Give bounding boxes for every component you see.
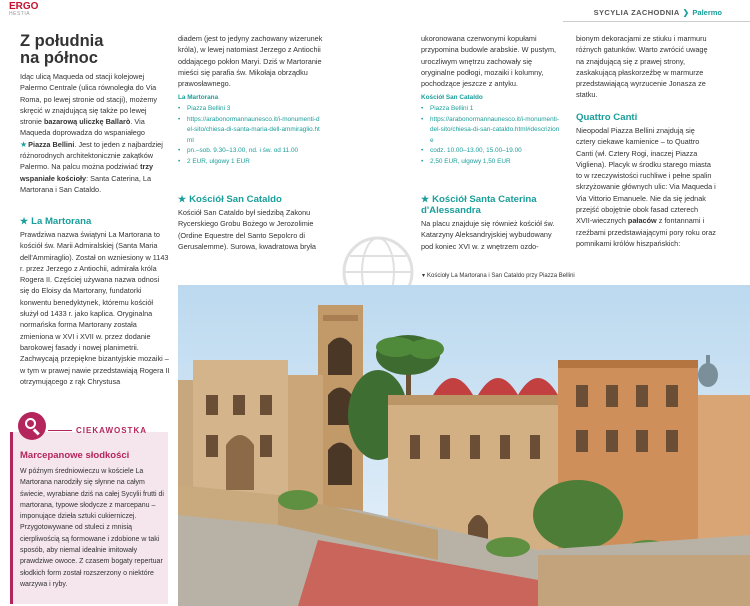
magnifier-icon [18,412,46,440]
clock-icon: • [421,147,424,155]
info-address: Piazza Bellini 3 [187,105,231,113]
info-title: Kościół San Cataldo [421,94,483,102]
globe-icon: • [421,115,424,123]
running-head-subsection: Palermo [692,8,722,17]
running-head-section: SYCYLIA ZACHODNIA [593,8,680,17]
cataldo-heading [178,194,323,205]
curiosity-title: Marcepanowe słodkości [20,450,130,461]
intro-bold-piazza: Piazza Bellini [28,139,75,149]
quattro-text: z fontannami i rzeźbami przedstawiającymi pory roku oraz pomnikami królów hiszpańskich: [576,216,716,248]
caterina-heading [421,194,561,216]
logo-text-top: ERGO [9,1,39,12]
cataldo-continued: ukoronowana czerwonymi kopułami przypomina budowle arabskie. W pustym, uroczliwym wnętrzu zachowały się oryginalne podłogi, mozaiki i kolumny, pochodzące jeszcze z antyku. [421,34,557,89]
quattro-canti-section [576,112,716,249]
publisher-logo [9,2,38,17]
column-2 [178,33,323,168]
quattro-text: Nieopodal Piazza Bellini znajdują się cztery ciekawe kamienice – to Quattro Canti (wł. Cztery Rogi, inaczej Piazza Vigliena). Placyk w środku starego miasta to w rzeczywistości ruchliwe i pełne spalin skrzyżowanie głównych ulic: Via Maqueda i Via Vittorio Emanuele. Nie da się jednak przejść obojętnie obok fasad czterech XVII-wiecznych [576,126,716,226]
martorana-paragraph: Prawdziwa nazwa świątyni La Martorana to kościół św. Marii Admiralskiej (Santa Maria dell'Ammiraglio). Został on wzniesiony w 1143 r. przez Jerzego z Antiochii, admirała króla Rogera II. Częściej używana nazwa odnosi się do Eloisy da Martorany, fundatorki konwentu benedyktynek, któremu kościół służył od 1433 r. jako kaplica. Oryginalna normańska forma Martorany została zmieniona w XVI i XVII w. przez dodanie barokowej fasady i nowej planimetrii. Zachwycają przepiękne bizantyjskie mozaiki – w tym w prawej nawie przedstawiają Rogera II otrzymującego z rąk Chrystusa [20,230,170,386]
intro-text: Idąc ulicą Maqueda od stacji kolejowej Palermo Centrale (ulica równoległa do Via Roma, po lewej stronie od stacji), możemy skręcić w znajdującą się także po lewej stronie [20,72,158,127]
location-pin-icon: • [421,105,424,113]
globe-icon: • [178,115,181,123]
ticket-icon: • [421,158,424,166]
martorana-info [178,93,323,167]
location-pin-icon: • [178,105,181,113]
star-icon: ★ [178,194,187,204]
caterina-continued: bionym dekoracjami ze stiuku i marmuru różnych gatunków. Warto zwrócić uwagę na znajdującą się z prawej strony, zaskakującą płaskorzeźbę w marmurze przedstawiającą wyrzucenie Jonasza ze statku. [576,34,708,100]
curiosity-text-block [20,466,165,590]
cataldo-paragraph: Kościół San Cataldo był siedzibą Zakonu Rycerskiego Grobu Bożego w Jerozolimie (Ordine Equestre del Santo Sepolcro di Gerusalemme). Surowa, kwadratowa bryła [178,208,316,251]
running-head [594,8,722,17]
caption-text: Kościoły La Martorana i San Cataldo przy Piazza Bellini [427,273,575,279]
info-url-link[interactable]: https://arabonormannaunesco.it/i-monumenti-del-sito/chiesa-di-santa-maria-dell-ammiraglio.html [187,115,320,144]
piazza-bellini-photo [178,285,750,606]
info-address: Piazza Bellini 1 [430,105,474,113]
star-icon: ★ [20,216,29,226]
divider [48,430,72,431]
cataldo-heading-text: Kościół San Cataldo [189,194,282,205]
martorana-continued: diadem (jest to jedyny zachowany wizerunek króla), w lewej natomiast Jerzego z Antiochii oddającego pokłon Maryi. Dziś w Martoranie mieści się parafia św. Mikołaja obrządku prawosławnego. [178,34,323,89]
page-title [20,33,170,67]
caterina-section [421,194,561,252]
info-price: 2,50 EUR, ulgowy 1,50 EUR [430,158,511,166]
martorana-heading [20,216,170,227]
photo-caption [422,272,575,279]
info-url-link[interactable]: https://arabonormannaunesco.it/i-monumenti-del-sito/chiesa-di-san-cataldo.html#descrizione [430,115,560,144]
curiosity-header [18,410,168,442]
header-rule [563,21,750,22]
photo-illustration [178,285,750,606]
curiosity-text: W późnym średniowieczu w kościele La Martorana narodziły się słynne na całym świecie, wyrabiane dziś na całej Sycylii frutti di martorana, typowe słodycze z marcepanu – imponujące dzieła sztuki cukierniczej. Przygotowywane od stuleci z mnisią cierpliwością są formowane i zdobione w taki sposób, aby niemal idealnie imitowały prawdziwe owoce. Z czasem bogaty repertuar słodkich form został rozszerzony o niektóre warzywa i ryby. [20,468,164,588]
martorana-heading-text: La Martorana [31,216,92,227]
curiosity-label: CIEKAWOSTKA [76,426,147,435]
page-title-line-2: na północ [20,49,98,67]
info-title: La Martorana [178,94,219,102]
column-4 [576,33,716,101]
star-icon: ★ [421,194,430,204]
logo-text-bottom: HESTIA [9,11,31,17]
martorana-section [20,216,170,387]
caterina-heading-text: Kościół Santa Caterina d'Alessandra [421,194,537,216]
column-3 [421,33,561,168]
info-hours: codz. 10.00–13.00, 15.00–19.00 [430,147,522,155]
info-price: 2 EUR, ulgowy 1 EUR [187,158,250,166]
star-icon: ★ [20,139,28,149]
quattro-bold-palaces: pałaców [627,216,657,226]
column-1 [20,33,170,195]
page-title-line-1: Z południa [20,32,104,50]
caterina-paragraph: Na placu znajduje się również kościół św. Katarzyny Aleksandryjskiej wybudowany pod koniec XVI w. z wnętrzem ozdo- [421,219,555,251]
ticket-icon: • [178,158,181,166]
intro-paragraph [20,71,170,195]
intro-text: . Via Maqueda doprowadza do wspaniałego [20,117,145,138]
chevron-right-icon: ❯ [682,8,690,17]
quattro-canti-heading: Quattro Canti [576,112,638,123]
clock-icon: • [178,147,181,155]
intro-text: . Jest to jeden z najbardziej różnorodnych architektonicznie zakątków Palermo. Na palcu można podziwiać [20,139,163,172]
intro-bold-ballaro: bazarową uliczkę Ballarò [43,117,131,127]
caption-arrow-icon: ▾ [422,273,426,279]
quattro-canti-paragraph [576,125,716,249]
info-hours: pn.–sob. 9.30–13.00, nd. i św. od 11.00 [187,147,299,155]
intro-bold-churches: trzy wspaniałe kościoły [20,162,154,183]
cataldo-section [178,194,323,252]
cataldo-info [421,93,561,167]
intro-text: : Santa Caterina, La Martorana i San Cataldo. [20,173,152,194]
